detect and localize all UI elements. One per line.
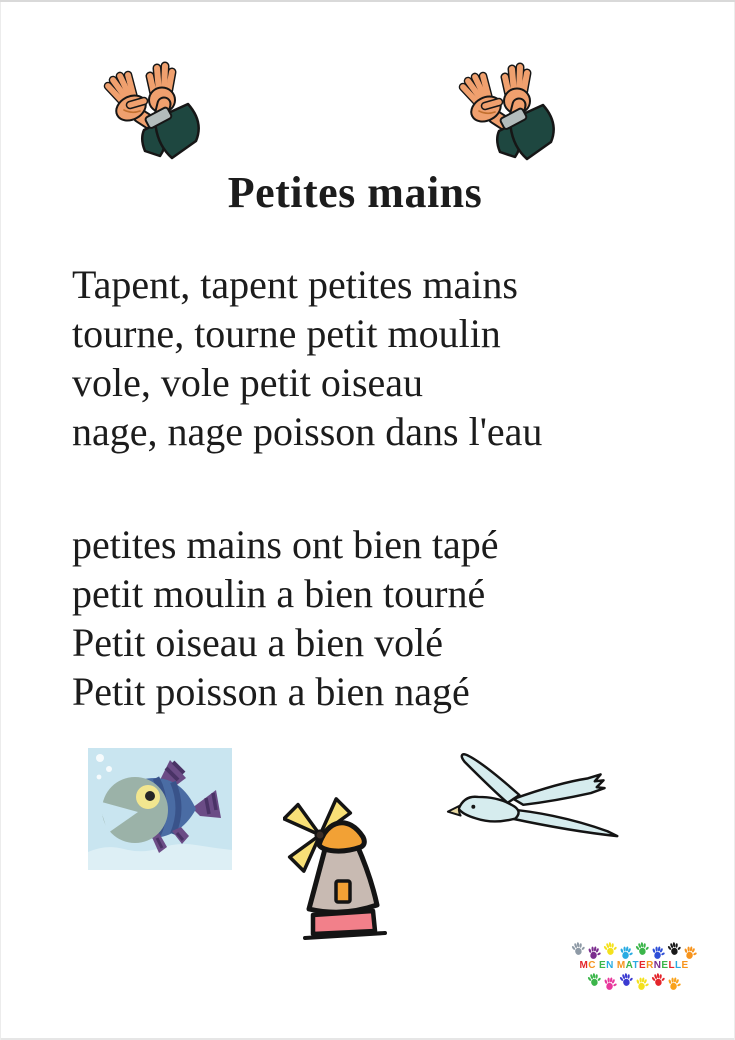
poem-line: petit moulin a bien tourné: [72, 571, 486, 616]
fish-image: [88, 748, 232, 870]
handprint-icon: [666, 940, 682, 957]
clapping-hands-image-left: [100, 56, 206, 162]
clapping-hands-image-right: [455, 57, 561, 163]
handprint-icon: [602, 940, 618, 957]
handprint-icon: [618, 971, 634, 988]
clapping-hands-icon: [455, 57, 561, 163]
poem-line: petites mains ont bien tapé: [72, 522, 499, 567]
logo-handprints-bottom: [561, 973, 707, 990]
handprint-icon: [586, 944, 602, 961]
poem-line: nage, nage poisson dans l'eau: [72, 409, 543, 454]
poem-line: Petit poisson a bien nagé: [72, 669, 470, 714]
fish-icon: [88, 748, 232, 870]
poem-line: vole, vole petit oiseau: [72, 360, 424, 405]
handprint-icon: [570, 940, 586, 957]
windmill-icon: [283, 793, 393, 943]
windmill-image: [283, 793, 393, 943]
handprint-icon: [650, 944, 666, 961]
handprint-icon: [634, 975, 650, 992]
handprint-icon: [666, 975, 682, 992]
poem-line: Tapent, tapent petites mains: [72, 262, 518, 307]
poem-line: tourne, tourne petit moulin: [72, 311, 501, 356]
poem-stanza-2: [72, 520, 499, 716]
seagull-icon: [445, 748, 627, 842]
logo-handprints-top: [561, 942, 707, 959]
handprint-icon: [586, 971, 602, 988]
mc-en-maternelle-logo: [561, 942, 707, 990]
clapping-hands-icon: [100, 56, 206, 162]
page-title: Petites mains: [227, 168, 483, 217]
handprint-icon: [650, 971, 666, 988]
logo-text: MC EN MATERNELLE: [579, 960, 689, 971]
poem-line: Petit oiseau a bien volé: [72, 620, 444, 665]
seagull-image: [445, 748, 627, 842]
handprint-icon: [602, 975, 618, 992]
handprint-icon: [682, 944, 698, 961]
handprint-icon: [618, 944, 634, 961]
handprint-icon: [634, 940, 650, 957]
poem-stanza-1: [72, 260, 542, 456]
